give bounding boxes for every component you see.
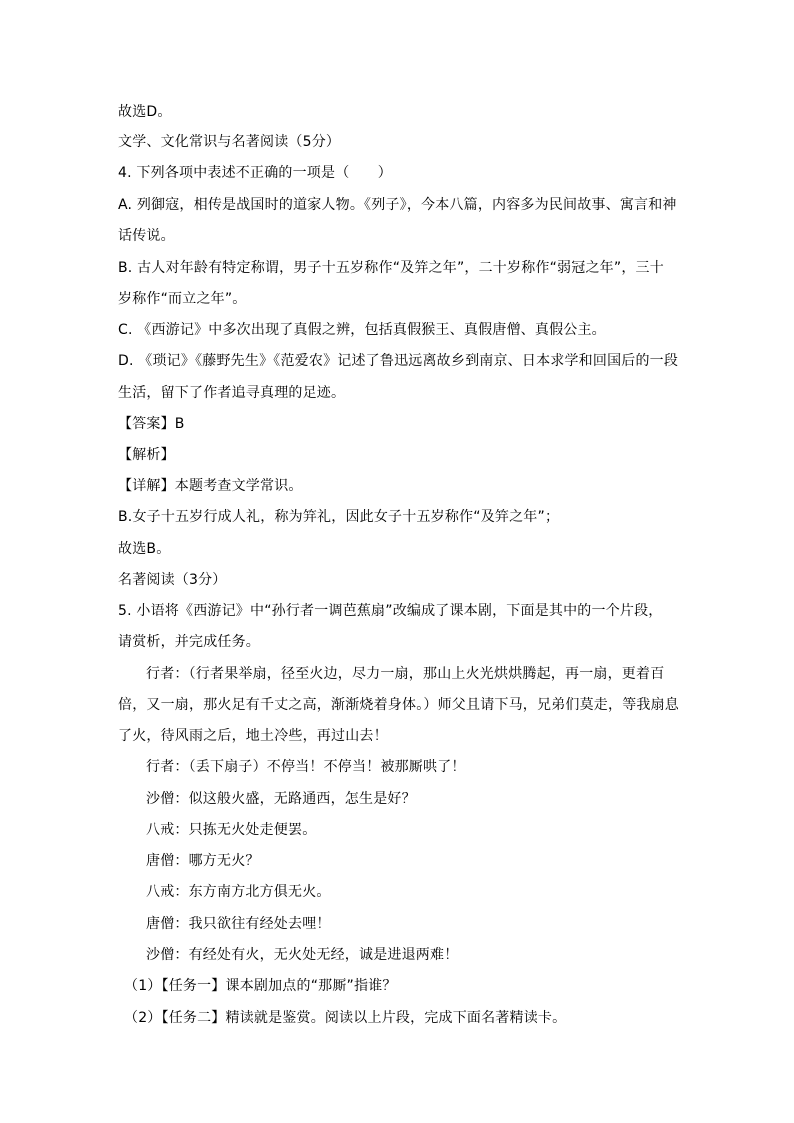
script-line-1: 行者：（行者果举扇，径至火边，尽力一扇，那山上火光烘烘腾起，再一扇，更着百: [146, 666, 665, 682]
option-d-line-2: 生活，留下了作者追寻真理的足迹。: [118, 385, 346, 401]
section-heading-literature: 文学、文化常识与名著阅读（5分）: [118, 134, 341, 150]
option-b-line-1: B. 古人对年龄有特定称谓，男子十五岁称作“及笄之年”，二十岁称作“弱冠之年”，三十: [118, 260, 664, 276]
detail-explanation: 【详解】本题考查文学常识。: [118, 478, 303, 494]
question-5-stem-line-2: 请赏析，并完成任务。: [118, 634, 260, 650]
task-1: （1）【任务一】课本剧加点的“那厮”指谁？: [124, 978, 397, 994]
section-heading-classics: 名著阅读（3分）: [118, 572, 227, 588]
analysis-label: 【解析】: [118, 447, 175, 463]
script-line-3: 了火，待风雨之后，地土冷些，再过山去！: [118, 728, 388, 744]
option-a-line-2: 话传说。: [118, 228, 175, 244]
script-line-5: 沙僧：似这般火盛，无路通西，怎生是好？: [146, 791, 416, 807]
option-c: C. 《西游记》中多次出现了真假之辨，包括真假猴王、真假唐僧、真假公主。: [118, 322, 606, 338]
task-2: （2）【任务二】精读就是鉴赏。阅读以上片段，完成下面名著精读卡。: [124, 1010, 567, 1026]
option-d-line-1: D. 《琐记》《藤野先生》《范爱农》记述了鲁迅远离故乡到南京、日本求学和回国后的一段: [118, 353, 679, 369]
option-b-line-2: 岁称作“而立之年”。: [118, 291, 247, 307]
script-line-4: 行者：（丢下扇子）不停当！不停当！被那厮哄了！: [146, 759, 466, 775]
script-line-10: 沙僧：有经处有火，无火处无经，诚是进退两难！: [146, 947, 459, 963]
explanation-b: B.女子十五岁行成人礼，称为笄礼，因此女子十五岁称作“及笄之年”；: [118, 509, 560, 525]
option-a-line-1: A. 列御寇，相传是战国时的道家人物。《列子》，今本八篇，内容多为民间故事、寓言和神: [118, 197, 677, 213]
script-line-8: 八戒：东方南方北方俱无火。: [146, 884, 331, 900]
answer-conclusion-q3: 故选D。: [118, 104, 172, 120]
script-line-7: 唐僧：哪方无火？: [146, 853, 260, 869]
answer-label: 【答案】B: [118, 416, 185, 432]
script-line-2: 倍，又一扇，那火足有千丈之高，渐渐烧着身体。）师父且请下马，兄弟们莫走，等我扇息: [118, 697, 679, 713]
answer-conclusion-q4: 故选B。: [118, 541, 171, 557]
question-5-stem-line-1: 5. 小语将《西游记》中“孙行者一调芭蕉扇”改编成了课本剧，下面是其中的一个片段，: [118, 603, 663, 619]
question-4-stem: 4. 下列各项中表述不正确的一项是（ ）: [118, 165, 393, 181]
script-line-9: 唐僧：我只欲往有经处去哩！: [146, 916, 331, 932]
script-line-6: 八戒：只拣无火处走便罢。: [146, 822, 317, 838]
